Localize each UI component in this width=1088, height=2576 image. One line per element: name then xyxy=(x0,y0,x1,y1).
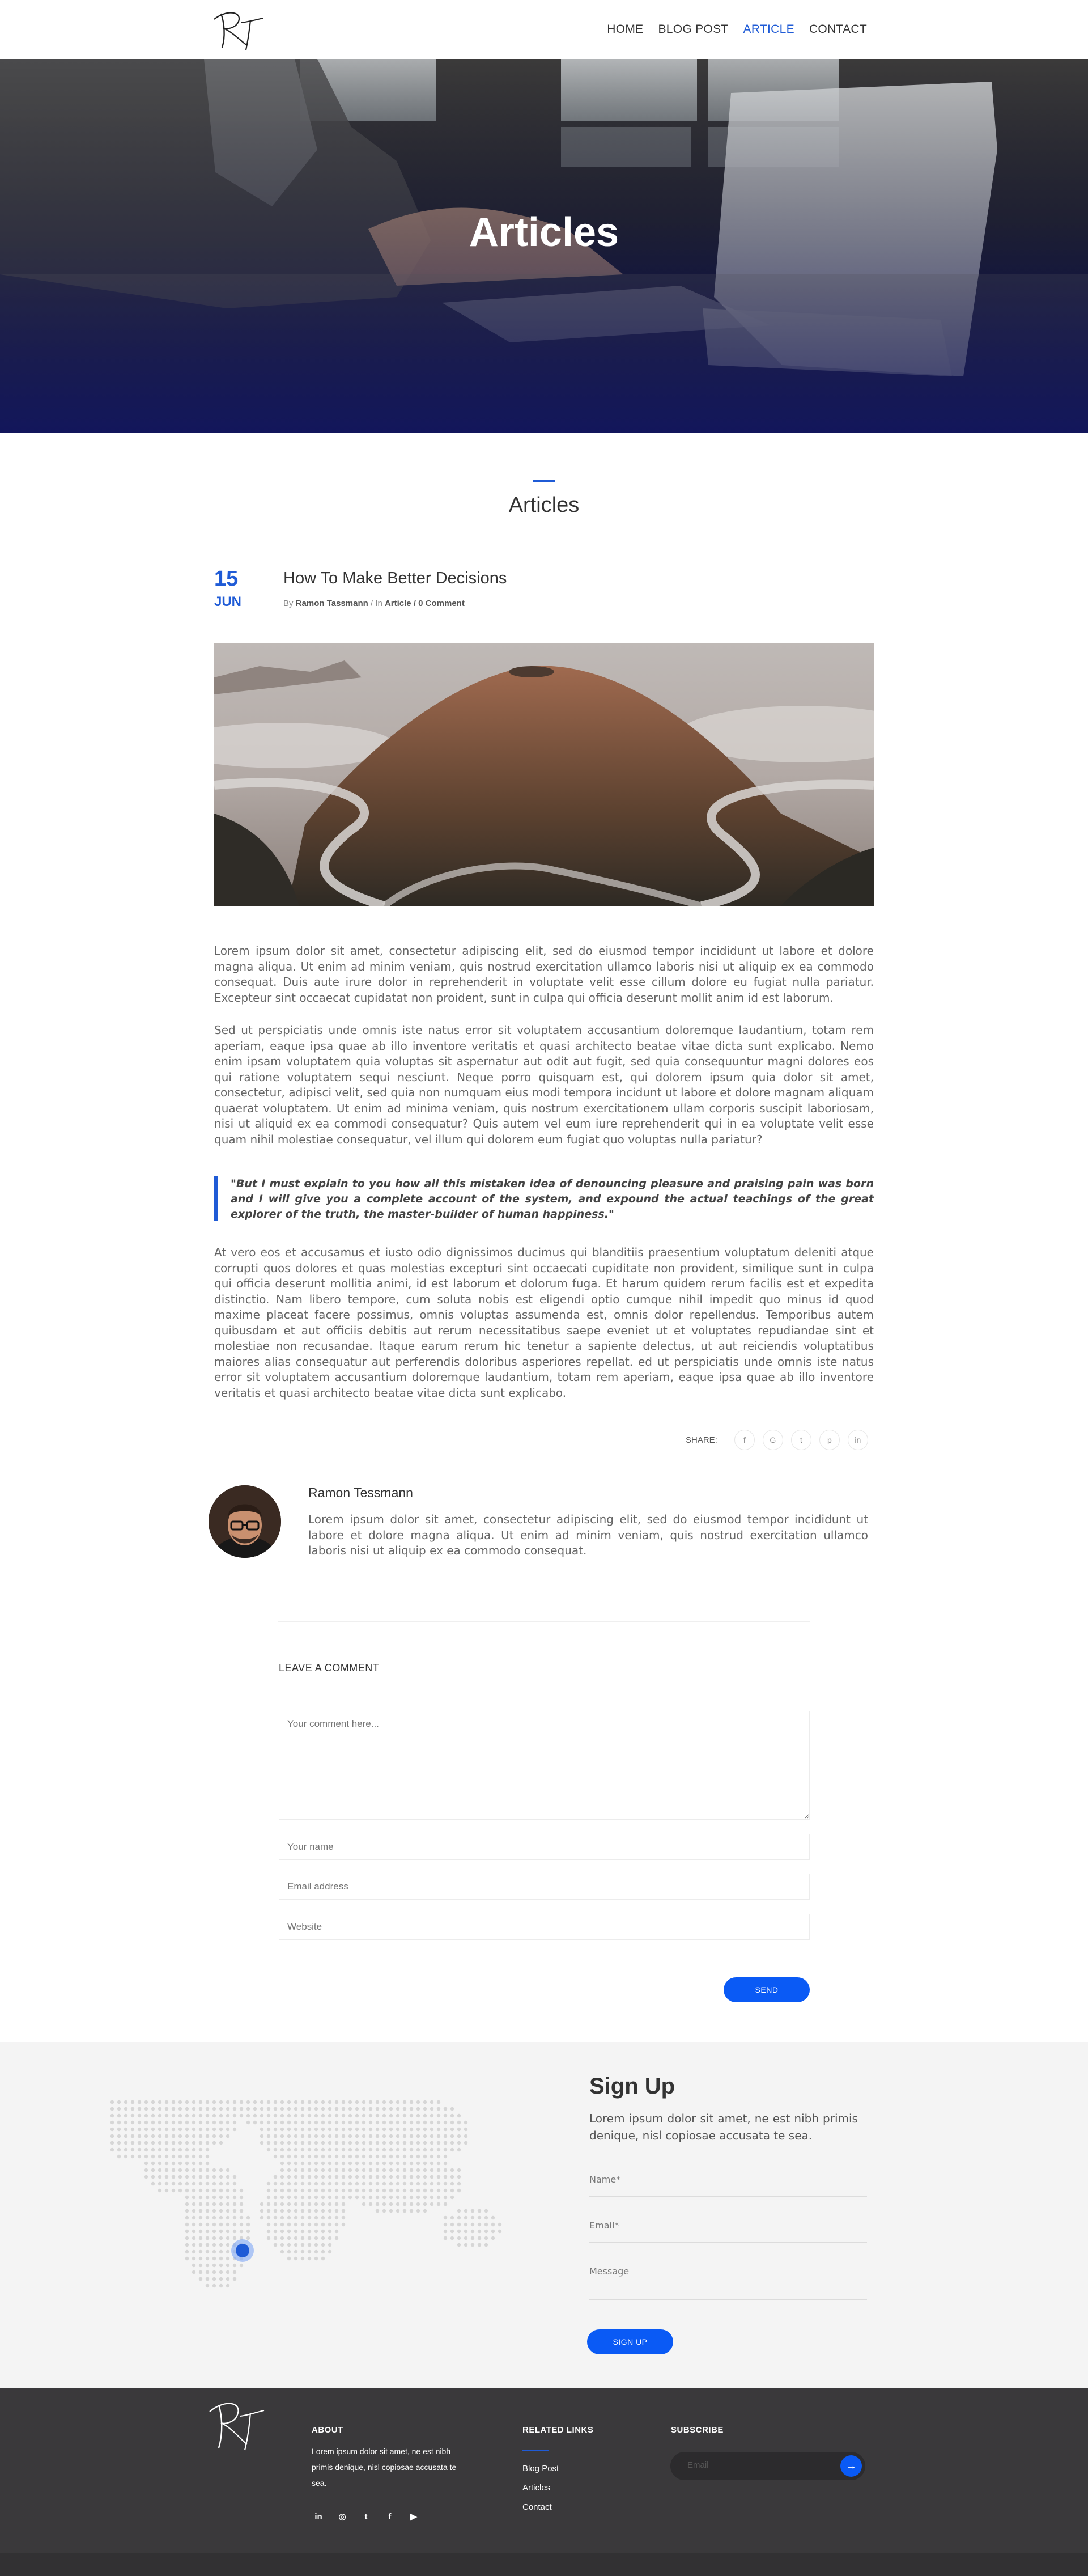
footer-link-blog-post[interactable]: Blog Post xyxy=(522,2464,559,2473)
author-name: Ramon Tessmann xyxy=(308,1485,413,1500)
instagram-icon[interactable]: ◎ xyxy=(338,2512,346,2522)
top-navigation xyxy=(0,0,1088,59)
share-label: SHARE: xyxy=(686,1435,717,1445)
post-paragraph-3: At vero eos et accusamus et iusto odio dignissimos ducimus qui blanditiis praesentium voluptatum deleniti atque corrupti quos dolores et quas molestias excepturi sint occaecati cupiditate non provident, similique sunt in culpa qui officia deserunt mollitia animi, id est laborum et dolorum fuga. Et harum quidem rerum facilis est et expedita distinctio. Nam libero tempore, cum soluta nobis est eligendi optio cumque nihil impedit quo minus id quod maxime placeat facere possimus, omnis voluptas assumenda est, omnis dolor repellendus. Temporibus autem quibusdam et aut officiis debitis aut rerum necessitatibus saepe eveniet ut et voluptates repudiandae sint et molestiae non recusandae. Itaque earum rerum hic tenetur a sapiente delectus, ut aut reiciendis voluptatibus maiores alias consequatur aut perferendis doloribus asperiores repellat. ed ut perspiciatis unde omnis iste natus error sit voluptatem accusantium doloremque laudantium, totam rem aperiam, eaque ipsa quae ab illo inventore veritatis et quasi architecto beatae vitae dicta sunt explicabo. xyxy=(214,1245,874,1400)
section-divider xyxy=(278,1621,810,1622)
subscribe-placeholder: Email xyxy=(687,2460,709,2470)
meta-category-link[interactable]: Article xyxy=(384,599,411,608)
nav-contact[interactable]: CONTACT xyxy=(809,23,867,36)
footer-bottom-bar xyxy=(0,2553,1088,2576)
comment-textarea[interactable] xyxy=(279,1711,810,1820)
website-input[interactable] xyxy=(279,1914,810,1940)
arrow-right-icon[interactable]: → xyxy=(840,2455,862,2477)
leave-comment-title: LEAVE A COMMENT xyxy=(279,1662,380,1673)
twitter-icon[interactable]: t xyxy=(791,1430,811,1450)
footer-links-title: RELATED LINKS xyxy=(522,2425,594,2435)
post-date-month: JUN xyxy=(214,594,242,609)
footer-links-accent xyxy=(522,2450,549,2451)
logo-icon[interactable] xyxy=(210,6,266,53)
signup-name-field[interactable]: Name* xyxy=(589,2174,867,2197)
section-accent-bar xyxy=(533,480,555,482)
email-input[interactable] xyxy=(279,1874,810,1900)
signup-text: Lorem ipsum dolor sit amet, ne est nibh primis denique, nisl copiosae accusata te sea. xyxy=(589,2112,858,2142)
world-map-icon xyxy=(108,2098,550,2330)
signup-title: Sign Up xyxy=(589,2074,675,2099)
footer-link-contact[interactable]: Contact xyxy=(522,2502,552,2512)
post-meta xyxy=(283,599,465,608)
footer-about-text: Lorem ipsum dolor sit amet, ne est nibh primis denique, nisl copiosae accusata te sea. xyxy=(312,2447,457,2488)
post-paragraph-2: Sed ut perspiciatis unde omnis iste natus error sit voluptatem accusantium doloremque laudantium, totam rem aperiam, eaque ipsa quae ab illo inventore veritatis et quasi architecto beatae vitae dicta sunt explicabo. Nemo enim ipsam voluptatem quia voluptas sit aspernatur aut odit aut fugit, sed quia consequuntur magni dolores eos qui ratione voluptatem sequi nesciunt. Neque porro quisquam est, qui dolorem ipsum quia dolor sit amet, consectetur, adipisci velit, sed quia non numquam eius modi tempora incidunt ut labore et dolore magnam aliquam quaerat voluptatem. Ut enim ad minima veniam, quis nostrum exercitationem ullam corporis suscipit laboriosam, nisi ut aliquid ex ea commodi consequatur? Quis autem vel eum iure reprehenderit qui in ea voluptate velit esse quam nihil molestiae consequatur, vel illum qui dolorem eum fugiat quo voluptas nulla pariatur? xyxy=(214,1023,874,1146)
post-blockquote xyxy=(214,1176,874,1221)
post-paragraph-1: Lorem ipsum dolor sit amet, consectetur adipiscing elit, sed do eiusmod tempor incididunt ut labore et dolore magna aliqua. Ut enim ad minim veniam, quis nostrud exercitation ullamco laboris nisi ut aliquip ex ea commodo consequat. Duis aute irure dolor in reprehenderit in voluptate velit esse cillum dolore eu fugiat nulla pariatur. Excepteur sint occaecat cupidatat non proident, sunt in culpa qui officia deserunt mollit anim id est laborum. xyxy=(214,944,874,1005)
facebook-icon[interactable]: f xyxy=(734,1430,755,1450)
facebook-icon[interactable]: f xyxy=(388,2511,392,2522)
blockquote-text: "But I must explain to you how all this mistaken idea of denouncing pleasure and praising pain was born and I will give you a complete account of the system, and expound the actual teachings of the great explorer of the truth, the master-builder of human happiness." xyxy=(231,1177,874,1221)
signup-button[interactable]: SIGN UP xyxy=(587,2329,673,2354)
meta-comments-link[interactable]: / 0 Comment xyxy=(413,599,465,608)
nav-home[interactable]: HOME xyxy=(607,23,644,36)
post-date-day: 15 xyxy=(214,567,239,591)
meta-by: By xyxy=(283,599,294,608)
hero-banner xyxy=(0,59,1088,433)
signup-email-field[interactable]: Email* xyxy=(589,2220,867,2243)
nav-blog-post[interactable]: BLOG POST xyxy=(658,23,729,36)
footer-social-icons xyxy=(313,2511,419,2522)
hero-title: Articles xyxy=(469,210,619,255)
post-featured-image xyxy=(214,643,874,906)
youtube-icon[interactable]: ▶ xyxy=(410,2512,417,2522)
signup-message-field[interactable]: Message xyxy=(589,2266,867,2300)
name-input[interactable] xyxy=(279,1834,810,1860)
nav-article[interactable]: ARTICLE xyxy=(743,23,794,36)
meta-in: / In xyxy=(368,599,382,608)
twitter-icon[interactable]: t xyxy=(364,2511,368,2522)
subscribe-input[interactable] xyxy=(670,2452,865,2480)
meta-author-link[interactable]: Ramon Tassmann xyxy=(295,599,368,608)
author-bio: Lorem ipsum dolor sit amet, consectetur adipiscing elit, sed do eiusmod tempor incididunt ut labore et dolore magna aliqua. Ut enim ad minim veniam, quis nostrud exercitation ullamco laboris nisi ut aliquip ex ea commodo consequat. xyxy=(308,1512,868,1557)
footer-subscribe-title: SUBSCRIBE xyxy=(671,2425,724,2435)
footer-logo-icon[interactable] xyxy=(204,2393,266,2456)
google-icon[interactable]: G xyxy=(763,1430,783,1450)
post-title[interactable]: How To Make Better Decisions xyxy=(283,569,507,587)
linkedin-icon[interactable]: in xyxy=(848,1430,868,1450)
author-avatar xyxy=(209,1485,281,1558)
share-bar xyxy=(686,1430,868,1450)
nav-links xyxy=(607,23,867,36)
send-button[interactable]: SEND xyxy=(724,1977,810,2002)
footer-link-articles[interactable]: Articles xyxy=(522,2483,551,2493)
pinterest-icon[interactable]: p xyxy=(819,1430,840,1450)
linkedin-icon[interactable]: in xyxy=(314,2511,322,2522)
section-title: Articles xyxy=(508,493,580,517)
footer-about-title: ABOUT xyxy=(312,2425,343,2435)
